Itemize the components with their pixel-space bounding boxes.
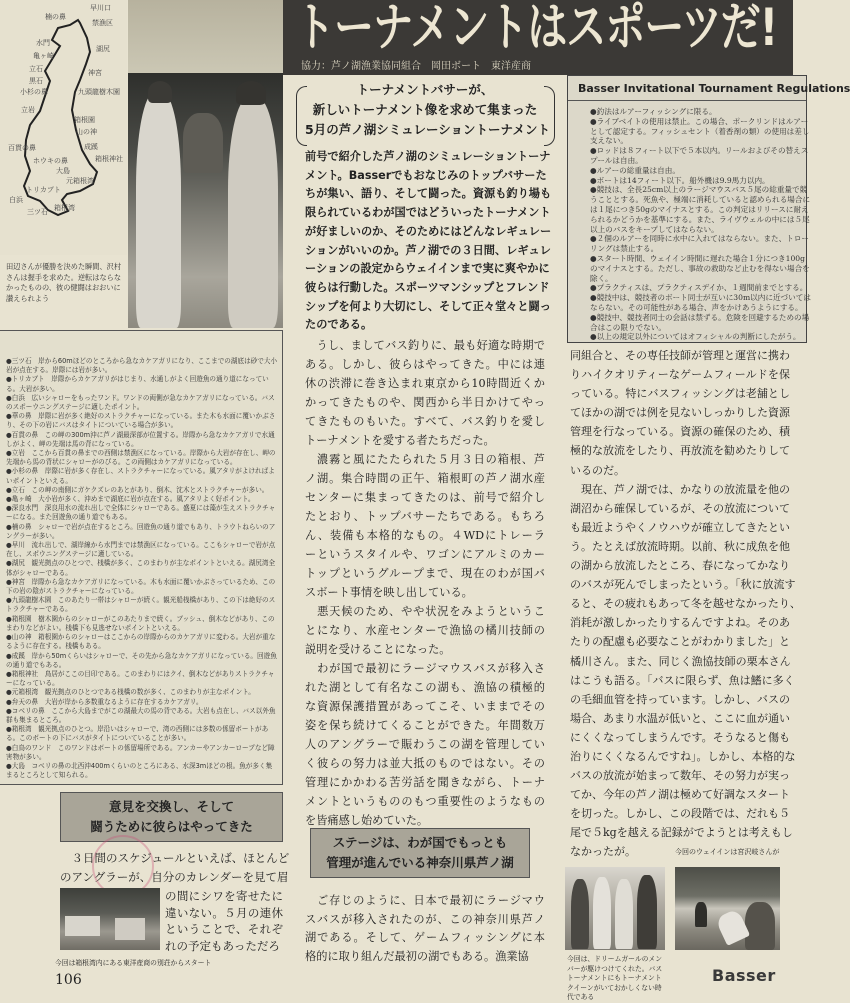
heading-line: 管理が進んでいる神奈川県芦ノ湖 [326, 855, 514, 870]
map-label: 成蹊 [84, 143, 98, 151]
map-label: 湖尻 [96, 45, 110, 53]
text-line: 同組合と、その専任技師が管理と運営に携わ [570, 349, 790, 362]
heading-line: 闘うために彼らはやってきた [90, 819, 253, 834]
spot-item: ●元箱根湾 観光拠点のひとつである桟橋の数が多く、このまわりが主なポイント。 [6, 688, 255, 697]
text-line: 前号で紹介した芦ノ湖のシミュレーショントーナ [305, 150, 551, 163]
map-label: 大島 [56, 167, 70, 175]
text-line: ３日間のスケジュールといえば、ほとんど [60, 851, 290, 865]
text-line: 湖である。そして、ゲームフィッシングに本 [305, 931, 545, 945]
text-line: く彼らの努力は並大抵のものではない。その [305, 757, 545, 770]
intro-headline [305, 80, 550, 140]
spot-item: ●湖尻 観光拠点のひとつで、桟橋が多く、このまわりが主なポイントといえる。湖尻湾全体がシャローである。 [6, 559, 276, 577]
map-label: 早川口 [90, 4, 111, 12]
dream-girl-caption: 今回は、ドリームガールのメンバーが駆けつけてくれた。バストーナメントにもトーナメントクイーンがいておかしくない時代である [567, 955, 663, 1002]
text-line: ということで、それぞ [165, 922, 283, 936]
text-line: トップというグループまで、現在のわが国バ [305, 567, 545, 580]
text-line: 管理を行なっている。資源の確保のため、積 [570, 425, 790, 439]
text-line: たとおり、トップバサーたちである。もちろ [305, 510, 545, 523]
text-line: 説明を受けることになった。 [305, 643, 451, 656]
credits: 協力：芦ノ湖漁業協同組合 岡田ボート 東洋産商 [301, 61, 531, 72]
map-label: 白浜 [9, 196, 23, 204]
text-line: の毛細血管を持っています。しかし、バスの [570, 692, 790, 706]
text-line: も最近ようやくノウハウが確立してきたとい [570, 520, 790, 534]
map-label: 百貫の鼻 [8, 144, 36, 152]
text-line: バスの放流が始まって数年、その努力が実っ [570, 769, 790, 783]
photo-weigh-in [675, 867, 780, 950]
spot-item: ●華の鼻 岸際に岩が多く絶好のストラクチャーになっている。また木も水面に覆いかぶさり、その下の岩にバスはタイトについている場合が多い。 [6, 412, 276, 430]
spot-item: ●白浜 広いシャローをもったワンド。ワンドの両側が急なカケアガリになっている。バスのスポーウニングステージに適したポイント。 [6, 393, 275, 412]
article-title-banner [283, 0, 793, 75]
spot-item: ●百貫の鼻 この岬の300m沖に芦ノ湖最深部が位置する。岸際から急なカケアガリで水通しがよく、岬の先端は馬の背になっている。 [6, 430, 275, 448]
text-line: メント。Basserでもおなじみのトップバサーた [305, 168, 547, 182]
text-line: 格的に取り組んだ最初の湖でもある。漁業協 [305, 949, 529, 963]
map-label: 箱根園 [74, 116, 95, 124]
text-line: 治りにくくなるんですね」。しかし、本格的な [570, 749, 796, 763]
text-line: 管理にかかわる苦労話を聞きながら、トーナ [305, 776, 545, 789]
text-line: とになり、水産センターで漁協の橘川技師の [305, 624, 545, 637]
text-line: てきたものもいた。すべて、バス釣りを愛し [305, 415, 545, 428]
spot-item: ●立石 この岬の南側にガケクズレのあとがあり、倒木、沈木とストラクチャーが多い。 [6, 485, 269, 494]
regulations-box [567, 75, 850, 343]
text-line: にくくなってしまうんです。そうなると傷も [570, 730, 790, 744]
text-line: スボート事情を映し出している。 [305, 586, 473, 599]
page-number: 106 [55, 972, 82, 988]
map-label: 箱根湾 [54, 204, 75, 212]
heading-line: ステージは、わが国でもっとも [332, 835, 508, 850]
body-text-schedule-wrap [165, 888, 283, 954]
text-line: 極的な放流をしたり、再放流を勧めたりして [570, 444, 790, 458]
map-label: 神宮 [88, 69, 102, 77]
regulation-item: ●競技中は、競技者のボート同士が互いに30m以内に近づいてはならない。その可能性がある場合、声をかけあうようにする。 [590, 293, 811, 312]
text-line: トーナメントバサーが、 [356, 82, 494, 97]
text-line: スバスが移入されたのが、この神奈川県芦ノ [305, 912, 545, 926]
spot-item: ●成蹊 岸から50mくらいはシャローで、その先から急なカケアガリになっている。回遊魚の通り道でもある。 [6, 651, 277, 669]
text-line: ノ湖。集合時間の正午、箱根町の芦ノ湖水産 [305, 472, 545, 485]
spot-item: ●楠の鼻 シャローで岩が点在するところ。回遊魚の通り道でもあり、トラウトねらいのアングラーが多い。 [6, 522, 276, 540]
spot-item: ●箱根神社 鳥居がここの目印である。このまわりにはクイ、倒木などがありストラクチャーになっている。 [6, 669, 275, 688]
text-line: ーというスタイルや、ワゴンにアルミのカー [305, 548, 545, 561]
spot-item: ●山の神 箱根園からのシャローはここからの岸際からのカケアガリに変わる。大岩が重なるように存在する。桟橋もある。 [6, 633, 276, 651]
text-line: 5月の芦ノ湖シミュレーショントーナメント [305, 122, 550, 137]
text-line: ると、その疲れもあって冬を越せなかったり、 [570, 597, 801, 611]
text-line: ん、装備も本格的なもの。４WDにトレーラ [305, 529, 545, 542]
text-line: うし、ましてバス釣りに、最も好適な時期で [305, 339, 545, 352]
text-line: の間にシワを寄せたに [165, 889, 283, 903]
map-label: 山の神 [76, 128, 97, 136]
text-line: メントというもののもつ重要性のようなもの [305, 795, 545, 808]
text-line: う。たとえば放流時期。以前、秋に成魚を他 [570, 539, 790, 553]
text-line: 悪天候のため、やや状況をみようというこ [305, 605, 545, 618]
regulation-item: ●スタート時間、ウェイイン時間に遅れた場合１分につき100gのマイナスとする。ただし、事故の救助など止むを得ない場合を除く。 [590, 253, 810, 283]
map-label: 亀ヶ崎 [33, 52, 54, 60]
text-line: 限られているわが国ではどういったトーナメント [305, 206, 551, 220]
text-line: のバスが死んでしまったという。「秋に放流す [570, 578, 796, 592]
lake-outline [0, 0, 127, 225]
spot-item: ●箱根湾 観光拠点のひとつ。岸沿いはシャローで、湾の西側には多数の係留ボートがある。このボートの下にバスがタイトについていることが多い。 [6, 725, 269, 743]
text-line: てほかの湖では例を見ないしっかりした資源 [570, 406, 790, 420]
basser-logo: Basser [712, 966, 776, 985]
body-text-stage [305, 892, 545, 966]
regulation-item: ●以上の規定以外についてはオフィシャルの判断にしたがう。 [590, 332, 801, 342]
map-label: 三ツ石 [27, 208, 48, 216]
text-line: りハイクオリティーなゲームフィールドを保 [570, 368, 790, 382]
regulation-item: ●競技中、競技者同士の会話は禁ずる。危険を回避するための場合はこの限りでない。 [590, 312, 810, 332]
map-label: 箱根神社 [95, 155, 123, 163]
photo-caption-start: 今回は箱根湾内にある東洋産商の別荘からスタート [55, 959, 212, 967]
body-text-middle [305, 336, 545, 830]
text-line: 新しいトーナメント像を求めて集まった [312, 102, 538, 117]
section-heading-exchange [60, 792, 283, 842]
text-line: 違いない。５月の連休 [165, 905, 283, 920]
photo-caption: 田辺さんが優勝を決めた瞬間、沢村さんは握手を求めた。逆転はならなかったものの、彼の健闘はおおいに讃えられよう [6, 262, 122, 303]
lead-paragraph [305, 148, 552, 335]
text-line: っている。特にバスフィッシングは老舗とし [570, 387, 790, 401]
text-line: 休の渋滞に巻き込まれ東京から10時間近くか [305, 377, 545, 390]
text-line: が好ましいのか、そのためにはどんなレギュレー [305, 224, 552, 238]
text-line: なかったが。 [570, 845, 636, 859]
photo-dream-girls [565, 867, 665, 950]
text-line: センターに集まってきたのは、前号で紹介し [305, 491, 545, 504]
map-label: 立岩 [21, 106, 35, 114]
text-line: 尾で５kgを越える記録がでようとは考えもし [570, 826, 793, 840]
photo-handshake [128, 73, 283, 328]
map-label: 元箱根湾 [66, 177, 94, 185]
divider [568, 100, 806, 101]
text-line: な資源保護措置があってこそ、いままでその [305, 700, 545, 713]
text-line: たりの配慮も必要なことがわかりました」と [570, 635, 790, 649]
text-line: 彼らは行動した。スポーツマンシップとフレンド [305, 280, 550, 294]
heading-line: 意見を交換し、そして [108, 799, 234, 814]
photo-top-margin [128, 0, 283, 73]
spot-item: ●三ツ石 岸から60mほどのところから急なカケアガリになり、ここまでの湖底は砂で大小岩が点在する。岸際には岩が多い。 [6, 357, 278, 375]
spot-item: ●早川 流れ出しで、湖岸線から水門までは禁漁区になっている。ここもシャローで岩が点在し、スポウニングステージに適している。 [6, 541, 276, 559]
map-label: 小杉の鼻 [20, 88, 48, 96]
text-line: トーナメントを愛する者たちだった。 [305, 434, 495, 447]
regulation-item: ●プラクティスは、プラクティスデイか、１週間前までとする。 [590, 283, 808, 293]
regulations-title: Basser Invitational Tournament Regulations [578, 82, 850, 95]
spot-item: ●トリカブト 岸際からカケアガリがはじまり、水通しがよく回遊魚の通り道になっている。大岩が多い。 [6, 375, 269, 393]
regulations-list [590, 107, 812, 342]
map-label: 黒石 [29, 77, 43, 85]
article-title: トーナメントはスポーツだ! [295, 0, 778, 58]
regulation-item: ●釣法はルアーフィッシングに限る。 [590, 107, 717, 116]
regulation-item: ●ルアーの総重量は自由。 [590, 165, 680, 175]
text-line: 消耗が激しかったりするんですよね。そのあ [570, 616, 790, 630]
map-label: トリカブト [26, 186, 61, 194]
text-line: ーションの設定からウェイインまで実に爽やかに [305, 262, 550, 276]
text-line: シップを何より大切にし、そして正々堂々と闘っ [305, 299, 551, 313]
text-line: てか、今年の芦ノ湖は極めて好調なスタート [570, 788, 790, 802]
text-line: 湖沼から確保しているが、その放流について [570, 501, 790, 515]
spot-item: ●箱根園 樹木園からのシャローがこのあたりまで続く。ブッシュ、倒木などがあり、このまわりなどがよい。桟橋下も見逃せないポイントといえる。 [6, 614, 275, 632]
text-line: 姿を保ち続けてくることができた。年間数万 [305, 719, 545, 732]
spot-item: ●亀ヶ崎 大小岩が多く、沖めまで湖底に岩が点在する。風アタリよく好ポイント。 [6, 495, 255, 504]
text-line: いるのだ。 [570, 463, 625, 477]
text-line: わが国で最初にラージマウスバスが移入さ [305, 662, 545, 675]
text-line: 濃霧と風にたたられた５月３日の箱根、芦 [305, 453, 545, 466]
spot-item: ●コベリの鼻 ここから大島までがこの湖最大の馬の背である。大岩も点在し、バス以外魚群も集まるところ。 [6, 706, 276, 724]
photo-villa-start [60, 888, 160, 950]
map-label: 水門 [36, 39, 50, 47]
text-line: のアングラーが、自分のカレンダーを見て眉 [60, 870, 289, 884]
spot-item: ●深良水門 深良用水の流れ出しで全体にシャローである。盛夏には藻が生えストラクチャーになる。また回遊魚の通り道でもある。 [6, 504, 276, 522]
text-line: たのである。 [305, 318, 373, 332]
text-line: ご存じのように、日本で最初にラージマウ [305, 894, 545, 907]
text-line: ちが集い、語り、そして闘った。資源も釣り場も [305, 187, 552, 201]
text-line: 現在、芦ノ湖では、かなりの放流量を他の [570, 482, 790, 496]
section-heading-stage [310, 828, 530, 878]
fishing-spots-list [6, 357, 278, 780]
text-line: 橘川さん。また、同じく漁協技師の栗本さん [570, 654, 791, 668]
text-line: を切った。しかし、この段階では、だれも５ [570, 807, 790, 821]
text-line: れの予定もあっただろ [165, 938, 280, 953]
lake-ashinoko-map [0, 0, 127, 255]
spot-item: ●神宮 岸際から急なカケアガリになっている。木も水面に覆いかぶさっているため、この下の岩の陰がストラクチャーになっている。 [6, 577, 276, 596]
body-text-schedule [60, 849, 290, 887]
spot-item: ●九頭龍樹木園 このあたり一帯はシャローが続く。観光船桟橋があり、この下は絶好のストラクチャーである。 [6, 596, 276, 614]
body-text-right [570, 346, 801, 862]
spot-item: ●小杉の鼻 岸際に岩が多く存在し、ストラクチャーになっている。風アタリがよければよいポイントといえる。 [6, 467, 275, 485]
weigh-in-caption: 今回のウェイインは宮沢岐さんが [675, 848, 780, 856]
text-line: の湖から放流したところ、春になってかなり [570, 559, 790, 573]
text-line: ある。しかし、彼らはやってきた。中には連 [305, 358, 545, 371]
text-line: れた湖として有名なこの湖も、漁協の積極的 [305, 681, 545, 694]
text-line: ションがいいのか。芦ノ湖での３日間、レギュレ [305, 243, 551, 257]
text-line: 場合、あまり水温が低いと、ここに血が通い [570, 711, 790, 725]
text-line: を皆痛感し始めていた。 [305, 814, 429, 827]
spot-item: ●立岩 ここから百貫の鼻までの西側は禁漁区になっている。岸際から大岩が存在し、岬の先端から馬の背状にシャローがのびる。この両側はカケアガリになっている。 [6, 449, 276, 467]
map-label: 楠の鼻 [45, 13, 66, 21]
regulation-item: ●ボートは14フィート以下。船外機は9.9馬力以内。 [590, 175, 770, 185]
map-label: 禁漁区 [92, 19, 113, 27]
spot-item: ●白鳥のワンド このワンドはボートの係留場所である。アンカーやアンカーロープなど障害物が多い。 [6, 743, 275, 761]
spot-item: ●大島 コベリの鼻の北西沖400mくらいのところにある、水深3mほどの根。魚が多く集まるところとして知られる。 [6, 761, 273, 780]
map-label: ホウキの鼻 [33, 157, 68, 165]
fishing-spots-box [0, 330, 283, 785]
map-label: 九頭龍樹木園 [78, 88, 120, 96]
regulation-item: ●競技は、全長25cm以上のラージマウスバス５尾の総重量で競うこととする。死魚や、極端に消耗していると認められる場合には１尾につき50gのマイナスとする。この判定はリリースに耐えられるかどうかを基準にする。また、ライヴウェルの中には５尾以上のバスをキープしてはならない。 [590, 185, 811, 234]
text-line: 人のアングラーで賑わうこの湖を管理してい [305, 738, 545, 751]
text-line: はこうも語る。「バスに限らず、魚は鰭に多く [570, 673, 795, 687]
regulation-item: ●ロッドは８フィート以下で５本以内。リールおよびその替えスプールは自由。 [590, 146, 809, 165]
regulation-item: ●２個のルアーを同時に水中に入れてはならない。また、トローリングは禁止する。 [590, 234, 810, 254]
map-label: 立石 [29, 65, 43, 73]
regulation-item: ●ライブベイトの使用は禁止。この場合、ポークリンドはルアーとして認定する。フィッシュセント（着香剤の類）の使用は差し支えない。 [590, 116, 810, 146]
spot-item: ●弁天の鼻 大岩が岸から多数重なるように存在するカケアガリ。 [6, 697, 203, 706]
text-line: かってきたものや、関西から半日かけてやっ [305, 396, 545, 409]
